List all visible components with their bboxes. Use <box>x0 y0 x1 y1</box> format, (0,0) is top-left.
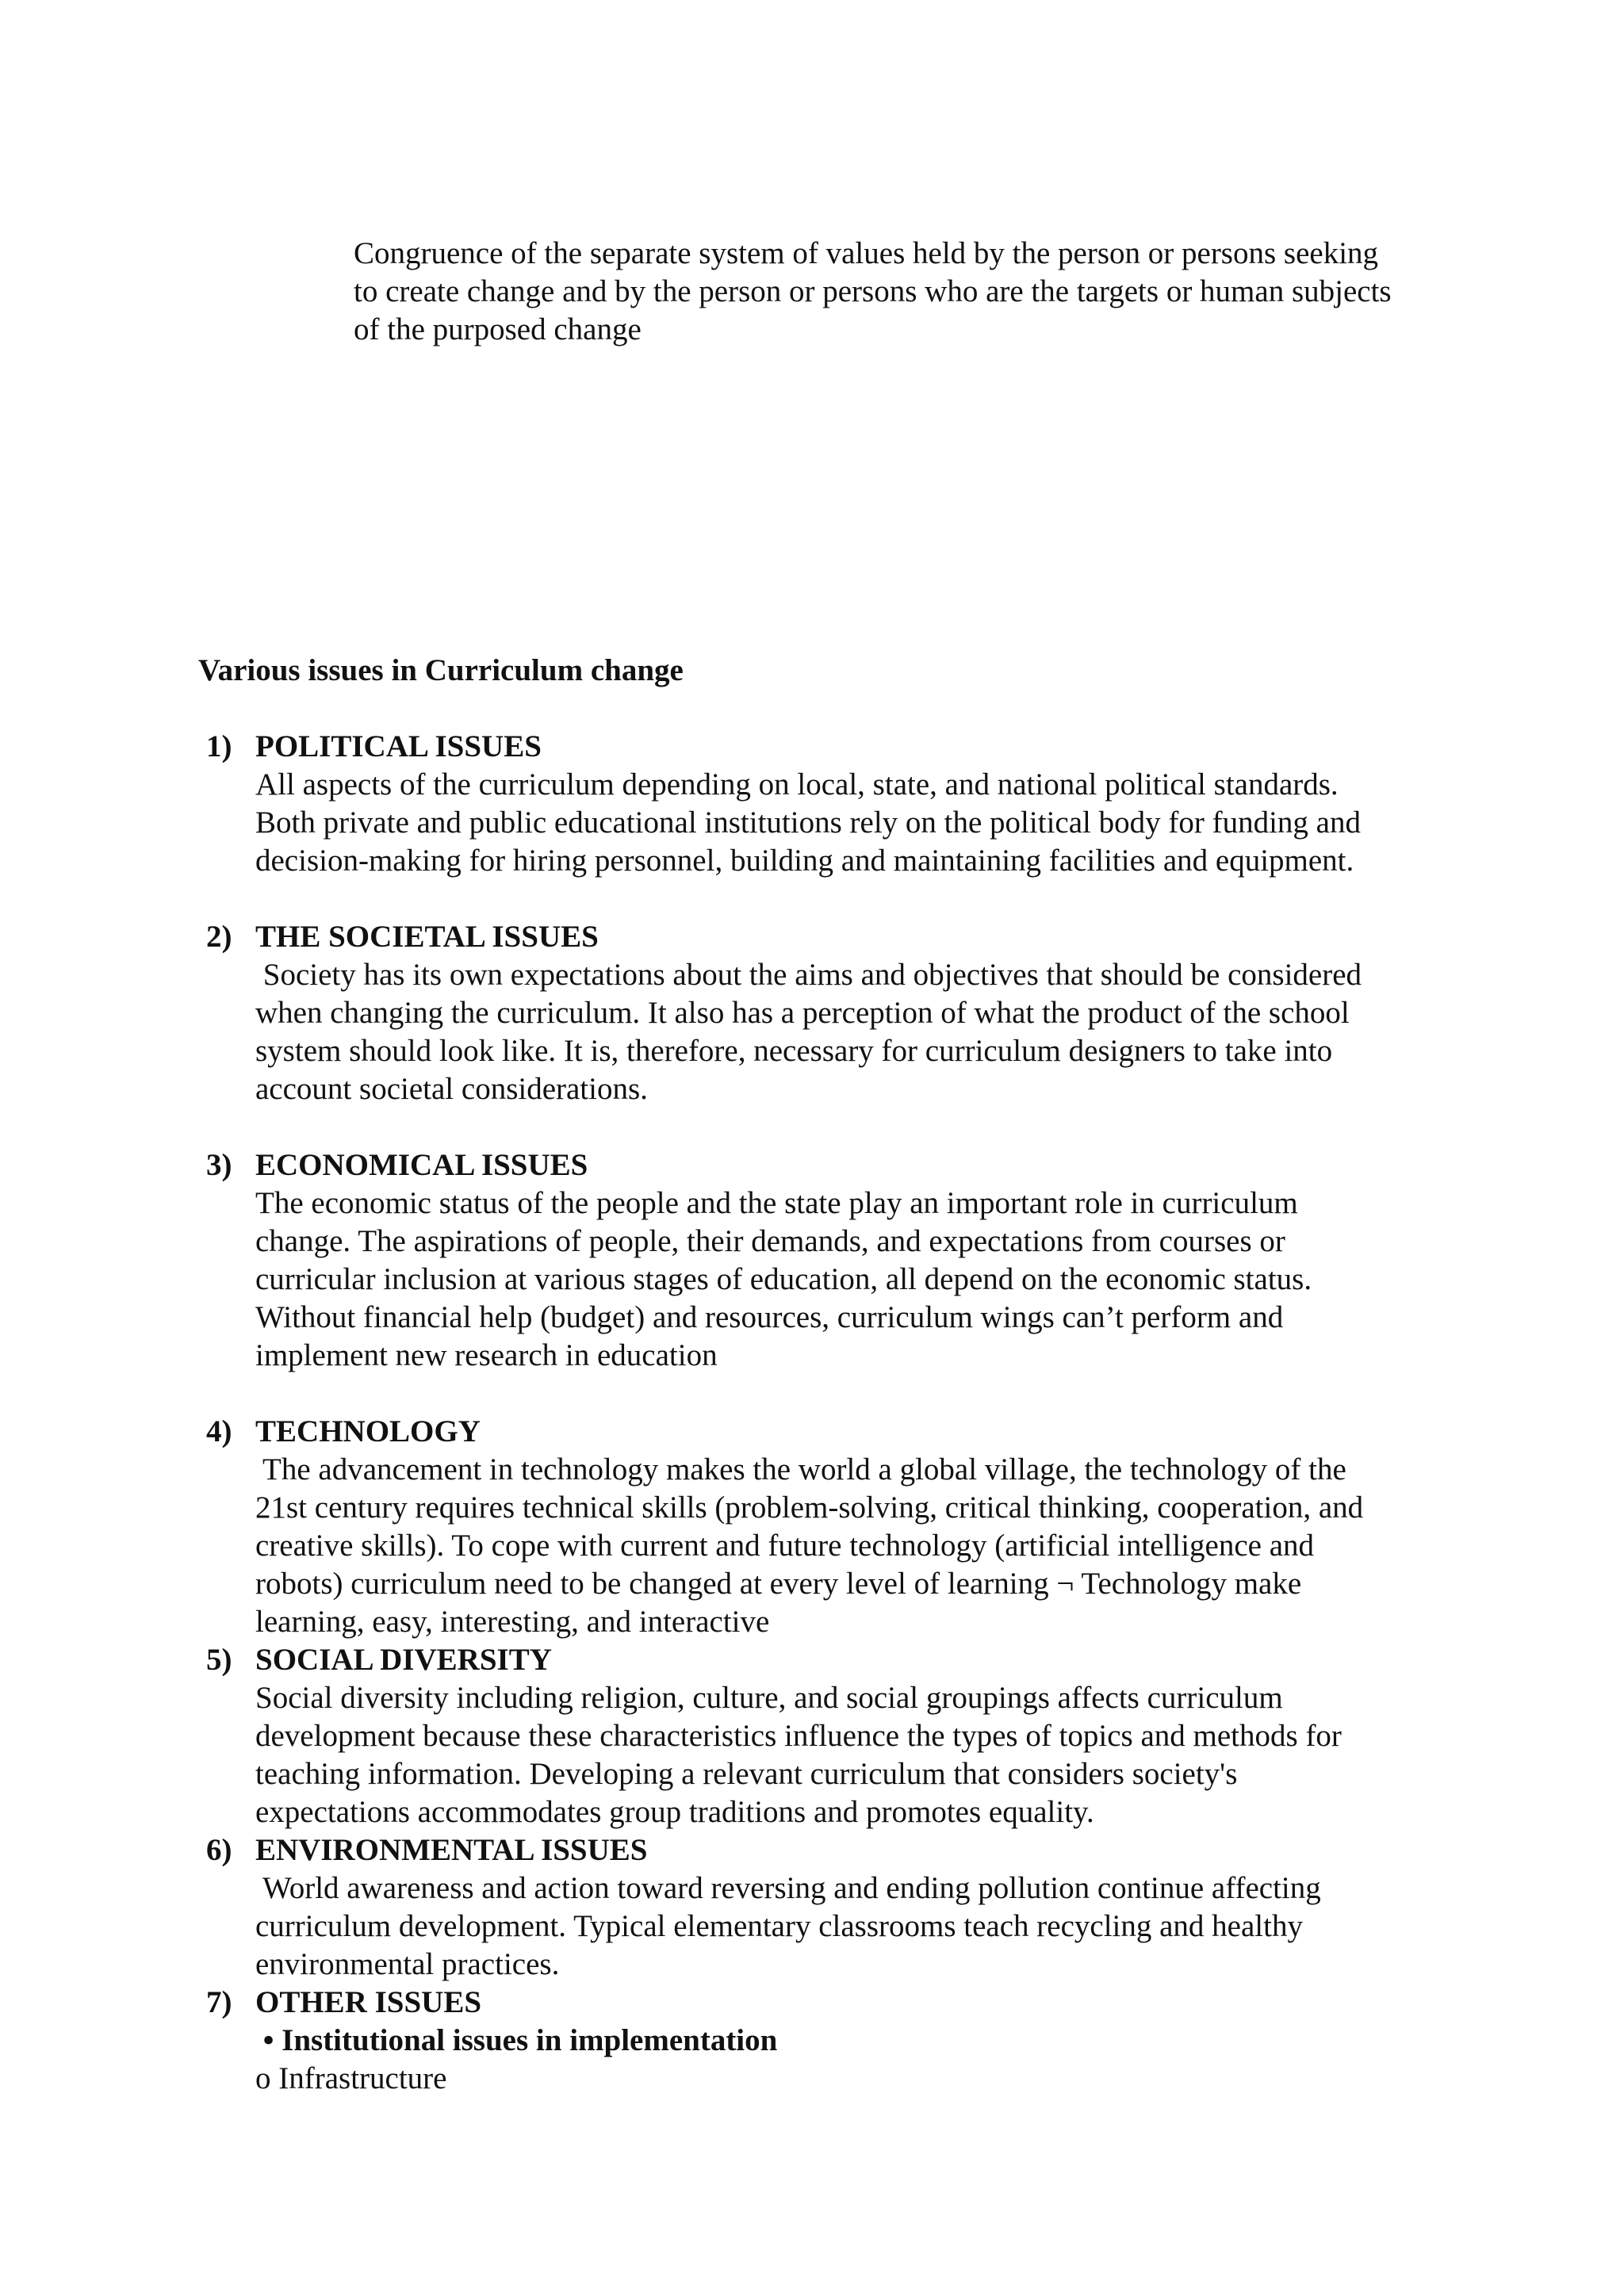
issue-line: The economic status of the people and the state play an important role in curriculum <box>255 1186 1298 1220</box>
issue-economical <box>198 1146 1451 1375</box>
issues-list <box>198 728 1451 2098</box>
issue-title: THE SOCIETAL ISSUES <box>255 920 599 954</box>
issue-line: teaching information. Developing a relevant curriculum that considers society's <box>255 1757 1238 1791</box>
issue-number: 2) <box>206 920 232 954</box>
issue-line: All aspects of the curriculum depending on local, state, and national political standards. <box>255 767 1339 802</box>
issue-title: TECHNOLOGY <box>255 1414 481 1448</box>
issue-line: environmental practices. <box>255 1947 560 1981</box>
issue-line: Social diversity including religion, culture, and social groupings affects curriculum <box>255 1681 1283 1715</box>
issue-line: learning, easy, interesting, and interactive <box>255 1605 770 1639</box>
issue-line: change. The aspirations of people, their demands, and expectations from courses or <box>255 1224 1285 1258</box>
issue-line: The advancement in technology makes the world a global village, the technology of the <box>255 1452 1346 1487</box>
issue-title: SOCIAL DIVERSITY <box>255 1643 552 1677</box>
issue-title: ECONOMICAL ISSUES <box>255 1148 588 1182</box>
issue-line: development because these characteristics influence the types of topics and methods for <box>255 1719 1342 1753</box>
issue-title: POLITICAL ISSUES <box>255 729 542 763</box>
issue-line: system should look like. It is, therefore, necessary for curriculum designers to take into <box>255 1034 1333 1068</box>
issue-number: 3) <box>206 1148 232 1182</box>
issue-political <box>198 728 1451 880</box>
issue-line: Without financial help (budget) and resources, curriculum wings can’t perform and <box>255 1300 1284 1334</box>
issue-number: 5) <box>206 1643 232 1677</box>
bullet-item: • Institutional issues in implementation <box>255 2023 778 2057</box>
issue-number: 1) <box>206 729 232 763</box>
intro-paragraph: Congruence of the separate system of values held by the person or persons seeking to create change and by the person or persons who are the targets or human subjects of the purposed change <box>354 236 1392 346</box>
issue-number: 7) <box>206 1985 232 2019</box>
issue-line: curricular inclusion at various stages of education, all depend on the economic status. <box>255 1262 1312 1296</box>
sub-bullet-item: o Infrastructure <box>255 2061 447 2095</box>
issue-line: robots) curriculum need to be changed at every level of learning ¬ Technology make <box>255 1567 1302 1601</box>
issue-line: implement new research in education <box>255 1338 718 1372</box>
issue-number: 4) <box>206 1414 232 1448</box>
issue-title: OTHER ISSUES <box>255 1985 482 2019</box>
issue-other <box>198 1984 1451 2098</box>
issue-line: expectations accommodates group traditions and promotes equality. <box>255 1795 1094 1829</box>
issue-line: decision-making for hiring personnel, building and maintaining facilities and equipment. <box>255 844 1354 878</box>
issue-societal <box>198 918 1451 1108</box>
issue-title: ENVIRONMENTAL ISSUES <box>255 1833 648 1867</box>
issue-line: World awareness and action toward reversing and ending pollution continue affecting <box>255 1871 1321 1905</box>
issue-line: when changing the curriculum. It also has a perception of what the product of the school <box>255 996 1350 1030</box>
issue-line: curriculum development. Typical elementary classrooms teach recycling and healthy <box>255 1909 1303 1943</box>
issue-line: Both private and public educational institutions rely on the political body for funding and <box>255 806 1361 840</box>
issue-social-diversity <box>198 1641 1451 1831</box>
issue-line: 21st century requires technical skills (problem-solving, critical thinking, cooperation, and <box>255 1490 1364 1525</box>
issue-line: creative skills). To cope with current and future technology (artificial intelligence and <box>255 1529 1315 1563</box>
issue-environmental <box>198 1831 1451 1984</box>
issue-number: 6) <box>206 1833 232 1867</box>
issue-technology <box>198 1413 1451 1641</box>
issue-line: account societal considerations. <box>255 1072 648 1106</box>
issue-line: Society has its own expectations about the aims and objectives that should be considered <box>255 958 1362 992</box>
section-heading: Various issues in Curriculum change <box>198 653 684 687</box>
